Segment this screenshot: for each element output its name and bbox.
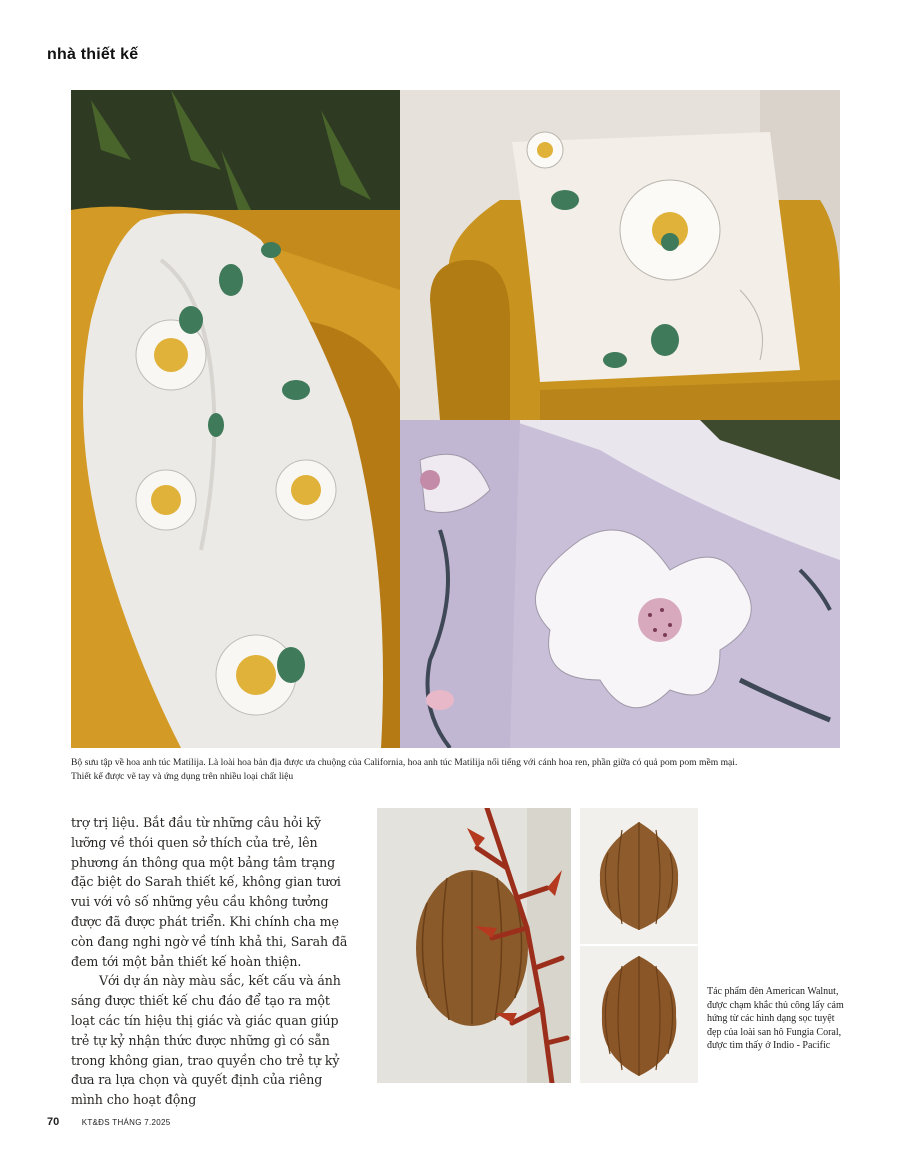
photo-walnut-lamp-top	[580, 808, 698, 944]
photo-throw-blanket	[71, 90, 400, 748]
photo-pillow	[400, 90, 840, 420]
body-paragraph-1: trợ trị liệu. Bắt đầu từ những câu hỏi kỹ lưỡng về thói quen sở thích của trẻ, lên phương án thông qua một bảng tâm trạng đặc biệt do Sarah thiết kế, không gian tươi vui với vô số những yêu cầu không tưởng được đã được phát triển. Khi chính cha mẹ còn đang nghi ngờ về tính khả thi, Sarah đã đem tới một bản thiết kế hoàn thiện.	[71, 815, 348, 969]
caption-walnut-lamp: Tác phẩm đèn American Walnut, được chạm khắc thủ công lấy cảm hứng từ các hình dạng sọc tuyệt đẹp của loài san hô Fungia Coral, được tìm thấy ở Indio - Pacific	[707, 986, 844, 1052]
photo-fabric-detail	[400, 420, 840, 748]
body-paragraph-2: Với dự án này màu sắc, kết cấu và ánh sáng được thiết kế chu đáo để tạo ra một loạt các tín hiệu thị giác và giác quan giúp trẻ tự kỷ nhận thức được những gì có sẵn trong không gian, trao quyền cho trẻ tự kỷ đưa ra lựa chọn và quyết định của riêng mình cho hoạt động	[71, 973, 341, 1108]
page-footer	[47, 1112, 171, 1130]
article-body	[71, 813, 351, 1110]
photo-walnut-lamp-bottom	[580, 946, 698, 1083]
caption-line-2: Thiết kế được vẽ tay và ứng dụng trên nhiều loại chất liệu	[71, 771, 294, 782]
section-label: nhà thiết kế	[47, 46, 139, 63]
issue-label: KT&ĐS THÁNG 7.2025	[81, 1118, 171, 1127]
caption-line-1: Bộ sưu tập về hoa anh túc Matilija. Là loài hoa bản địa được ưa chuộng của California, hoa anh túc Matilija nổi tiếng với cánh hoa ren, phần giữa có quả pom pom mềm mại.	[71, 757, 738, 768]
page-number: 70	[47, 1116, 60, 1128]
photo-walnut-lamp	[377, 808, 571, 1083]
caption-matilija-collection	[71, 756, 861, 784]
